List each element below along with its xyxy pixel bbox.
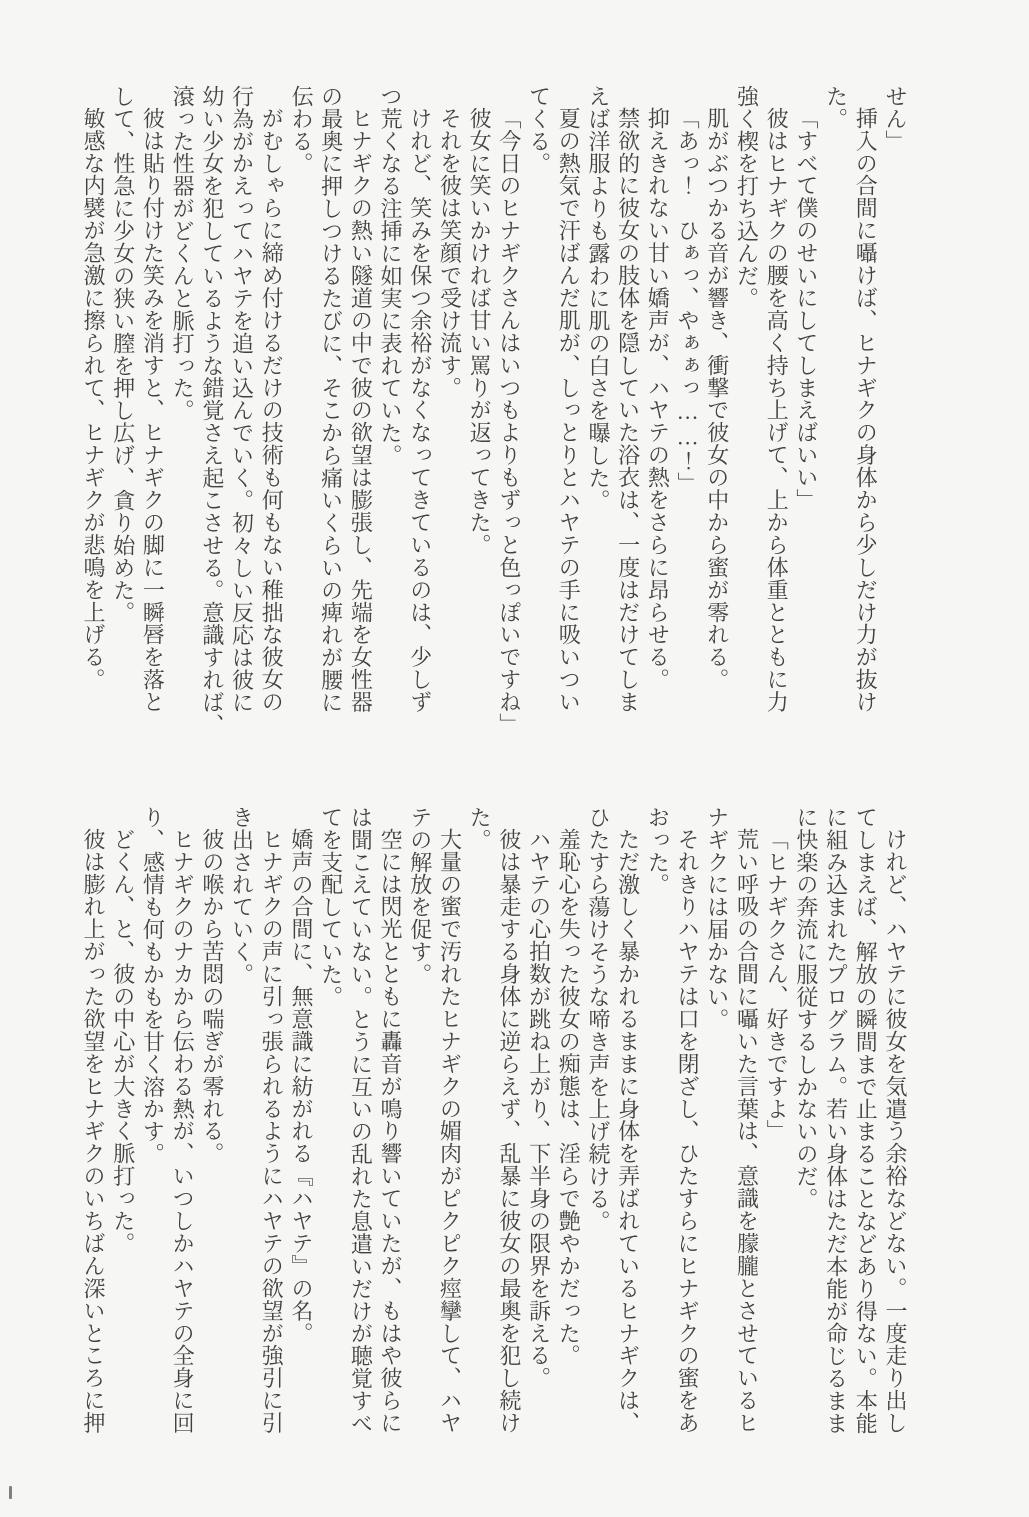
text-column: ただ激しく暴かれるままに身体を弄ばれているヒナギクは、 bbox=[615, 828, 641, 1435]
text-column: り、感情も何もかもを甘く溶かす。 bbox=[140, 806, 166, 1166]
text-column: 空には閃光とともに轟音が鳴り響いていたが、もはや彼らに bbox=[378, 828, 404, 1435]
text-column: た。 bbox=[823, 85, 849, 130]
text-column: 強く楔を打ち込んだ。 bbox=[734, 85, 760, 310]
text-column: 羞恥心を失った彼女の痴態は、淫らで艶やかだった。 bbox=[556, 828, 582, 1368]
text-column: に快楽の奔流に服従するしかないのだ。 bbox=[793, 806, 819, 1211]
text-column: 彼はヒナギクの腰を高く持ち上げて、上から体重とともに力 bbox=[764, 107, 790, 714]
text-column: して、性急に少女の狭い膣を押し広げ、貪り始めた。 bbox=[110, 85, 136, 624]
text-column: は聞こえていない。とうに互いの乱れた息遣いだけが聴覚すべ bbox=[348, 806, 374, 1435]
text-column: た。 bbox=[467, 806, 493, 851]
text-column: 敏感な内襞が急激に擦られて、ヒナギクが悲鳴を上げる。 bbox=[81, 107, 107, 692]
text-column: 「あっ！ ひぁっ、やぁぁっ……！」 bbox=[675, 107, 701, 496]
text-column: 禁欲的に彼女の肢体を隠していた浴衣は、一度はだけてしま bbox=[615, 107, 641, 714]
text-column: 夏の熱気で汗ばんだ肌が、しっとりとハヤテの手に吸いつい bbox=[556, 107, 582, 714]
text-column: えば洋服よりも露わに肌の白さを曝した。 bbox=[585, 85, 611, 512]
text-column: 肌がぶつかる音が響き、衝撃で彼女の中から蜜が零れる。 bbox=[704, 107, 730, 692]
text-column: ハヤテの心拍数が跳ね上がり、下半身の限界を訴える。 bbox=[526, 828, 552, 1390]
text-column: き出されていく。 bbox=[229, 806, 255, 986]
text-column: 「すべて僕のせいにしてしまえばいい」 bbox=[793, 107, 819, 512]
text-column: 「ヒナギクさん、好きですよ」 bbox=[764, 828, 790, 1143]
vertical-text-block-bottom bbox=[78, 806, 910, 1435]
text-column: てしまえば、解放の瞬間まで止まることなどあり得ない。本能 bbox=[853, 806, 879, 1435]
text-column: 彼は暴走する身体に逆らえず、乱暴に彼女の最奥を犯し続け bbox=[496, 828, 522, 1435]
text-column: ナギクには届かない。 bbox=[704, 806, 730, 1031]
text-column: 彼の喉から苦悶の喘ぎが零れる。 bbox=[199, 828, 225, 1166]
text-column: 抑えきれない甘い嬌声が、ハヤテの熱をさらに昂らせる。 bbox=[645, 107, 671, 692]
text-column: ヒナギクの熱い隧道の中で彼の欲望は膨張し、先端を女性器 bbox=[348, 107, 374, 714]
vertical-text-block-top bbox=[78, 85, 910, 737]
text-column: どくん、と、彼の中心が大きく脈打った。 bbox=[110, 828, 136, 1255]
text-column: がむしゃらに締め付けるだけの技術も何もない稚拙な彼女の bbox=[259, 107, 285, 714]
text-column: けれど、ハヤテに彼女を気遣う余裕などない。一度走り出し bbox=[883, 828, 908, 1435]
text-column: ひたすら蕩けそうな啼き声を上げ続ける。 bbox=[585, 806, 611, 1233]
text-column: てを支配していた。 bbox=[318, 806, 344, 1009]
text-column: 荒い呼吸の合間に囁いた言葉は、意識を朦朧とさせているヒ bbox=[734, 828, 760, 1435]
text-column: 彼は膨れ上がった欲望をヒナギクのいちばん深いところに押 bbox=[81, 828, 107, 1435]
text-column: それきりハヤテは口を閉ざし、ひたすらにヒナギクの蜜をあ bbox=[675, 828, 701, 1435]
text-column: つ荒くなる注挿に如実に表れていた。 bbox=[378, 85, 404, 467]
text-column: おった。 bbox=[645, 806, 671, 896]
text-column: せん」 bbox=[883, 85, 908, 153]
text-column: ヒナギクのナカから伝わる熱が、いつしかハヤテの全身に回 bbox=[170, 828, 196, 1435]
text-column: 「今日のヒナギクさんはいつもよりもずっと色っぽいですね」 bbox=[496, 107, 522, 737]
text-column: 挿入の合間に囁けば、ヒナギクの身体から少しだけ力が抜け bbox=[853, 107, 879, 714]
scan-artifact-mark bbox=[9, 1486, 12, 1499]
text-column: 彼女に笑いかければ甘い罵りが返ってきた。 bbox=[467, 107, 493, 557]
text-column: 嬌声の合間に、無意識に紡がれる『ハヤテ』の名。 bbox=[288, 828, 314, 1345]
text-column: それを彼は笑顔で受け流す。 bbox=[437, 107, 463, 400]
text-column: テの解放を促す。 bbox=[407, 806, 433, 986]
text-column: 彼は貼り付けた笑みを消すと、ヒナギクの脚に一瞬唇を落と bbox=[140, 107, 166, 714]
text-column: けれど、笑みを保つ余裕がなくなってきているのは、少しず bbox=[407, 107, 433, 714]
text-column: 滾った性器がどくんと脈打った。 bbox=[170, 85, 196, 422]
text-column: の最奥に押しつけるたびに、そこから痛いくらいの痺れが腰に bbox=[318, 85, 344, 714]
text-column: に組み込まれたプログラム。若い身体はただ本能が命じるまま bbox=[823, 806, 849, 1435]
text-column: 幼い少女を犯しているような錯覚さえ起こさせる。意識すれば、 bbox=[199, 85, 225, 737]
text-column: ヒナギクの声に引っ張られるようにハヤテの欲望が強引に引 bbox=[259, 828, 285, 1435]
text-column: 伝わる。 bbox=[288, 85, 314, 175]
text-column: 行為がかえってハヤテを追い込んでいく。初々しい反応は彼に bbox=[229, 85, 255, 714]
text-column: 大量の蜜で汚れたヒナギクの媚肉がピクピク痙攣して、ハヤ bbox=[437, 828, 463, 1435]
text-column: てくる。 bbox=[526, 85, 552, 175]
